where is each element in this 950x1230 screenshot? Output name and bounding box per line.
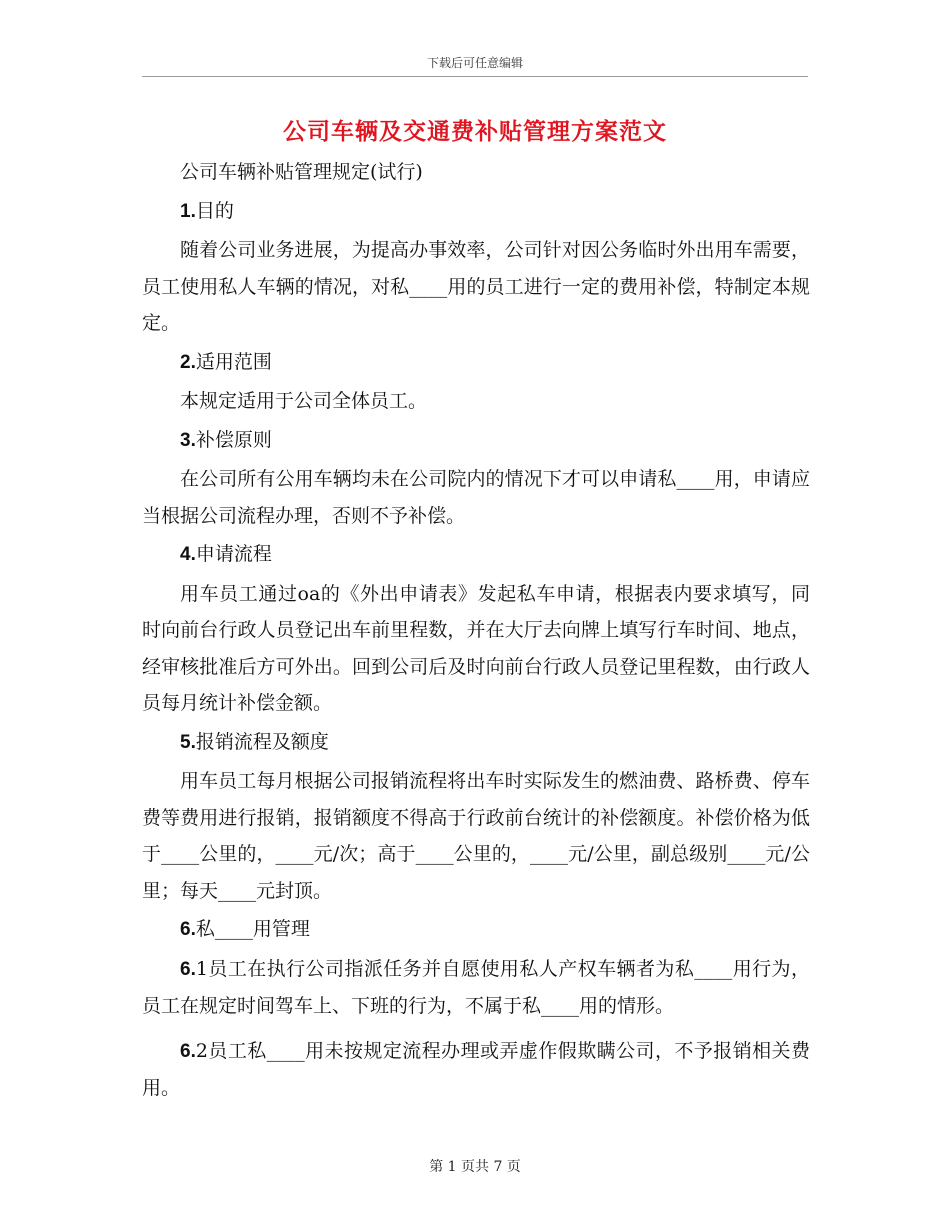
document-title: 公司车辆及交通费补贴管理方案范文 (283, 118, 667, 145)
section-heading (142, 951, 810, 1025)
paragraph-text: 在公司所有公用车辆均未在公司院内的情况下才可以申请私____用，申请应当根据公司流程办理，否则不予补偿。 (142, 468, 810, 527)
section-number: 6. (180, 919, 196, 940)
page-number: 第 1 页共 7 页 (429, 1159, 521, 1175)
paragraph-text: 本规定适用于公司全体员工。 (180, 390, 428, 412)
paragraph-text: 随着公司业务进展，为提高办事效率，公司针对因公务临时外出用车需要，员工使用私人车辆的情况，对私____用的员工进行一定的费用补偿，特制定本规定。 (142, 239, 810, 334)
body-paragraph (142, 383, 810, 420)
paragraph-text: 公司车辆补贴管理规定(试行) (180, 161, 423, 183)
section-heading (142, 193, 810, 231)
section-heading (142, 724, 810, 762)
section-heading (142, 911, 810, 949)
header-divider (142, 76, 808, 77)
paragraph-text: 2员工私____用未按规定流程办理或弄虚作假欺瞒公司，不予报销相关费用。 (142, 1039, 810, 1099)
section-number: 2. (180, 351, 196, 373)
section-number: 1. (180, 200, 196, 222)
paragraph-text: 目的 (195, 199, 234, 222)
section-heading (142, 1033, 810, 1107)
section-number: 3. (180, 429, 196, 451)
paragraph-text: 申请流程 (195, 543, 272, 565)
section-heading (142, 536, 810, 574)
paragraph-text: 用车员工每月根据公司报销流程将出车时实际发生的燃油费、路桥费、停车费等费用进行报销，报销额度不得高于行政前台统计的补偿额度。补偿价格为低于____公里的，____元/次；高于____公里的，____元/公里，副总级别____元/公里；每天____元封顶。 (142, 770, 810, 902)
document-body (142, 154, 810, 1107)
paragraph-text: 补偿原则 (195, 428, 272, 451)
section-number: 4. (180, 544, 196, 565)
body-paragraph (142, 461, 810, 534)
paragraph-text: 报销流程及额度 (195, 730, 329, 753)
body-paragraph (142, 576, 810, 722)
section-number: 5. (180, 731, 196, 753)
section-number: 6. (180, 1040, 196, 1062)
paragraph-text: 私____用管理 (195, 918, 310, 940)
header-note: 下载后可任意编辑 (426, 56, 523, 70)
body-paragraph (142, 154, 810, 191)
section-number: 6. (180, 958, 196, 980)
body-paragraph (142, 763, 810, 909)
paragraph-text: 适用范围 (195, 350, 272, 373)
section-heading (142, 422, 810, 460)
body-paragraph (142, 232, 810, 342)
paragraph-text: 1员工在执行公司指派任务并自愿使用私人产权车辆者为私____用行为，员工在规定时间驾车上、下班的行为，不属于私____用的情形。 (142, 957, 810, 1017)
paragraph-text: 用车员工通过oa的《外出申请表》发起私车申请，根据表内要求填写，同时向前台行政人员登记出车前里程数，并在大厅去向牌上填写行车时间、地点，经审核批准后方可外出。回到公司后及时向前台行政人员登记里程数，由行政人员每月统计补偿金额。 (142, 582, 810, 714)
section-heading (142, 344, 810, 382)
